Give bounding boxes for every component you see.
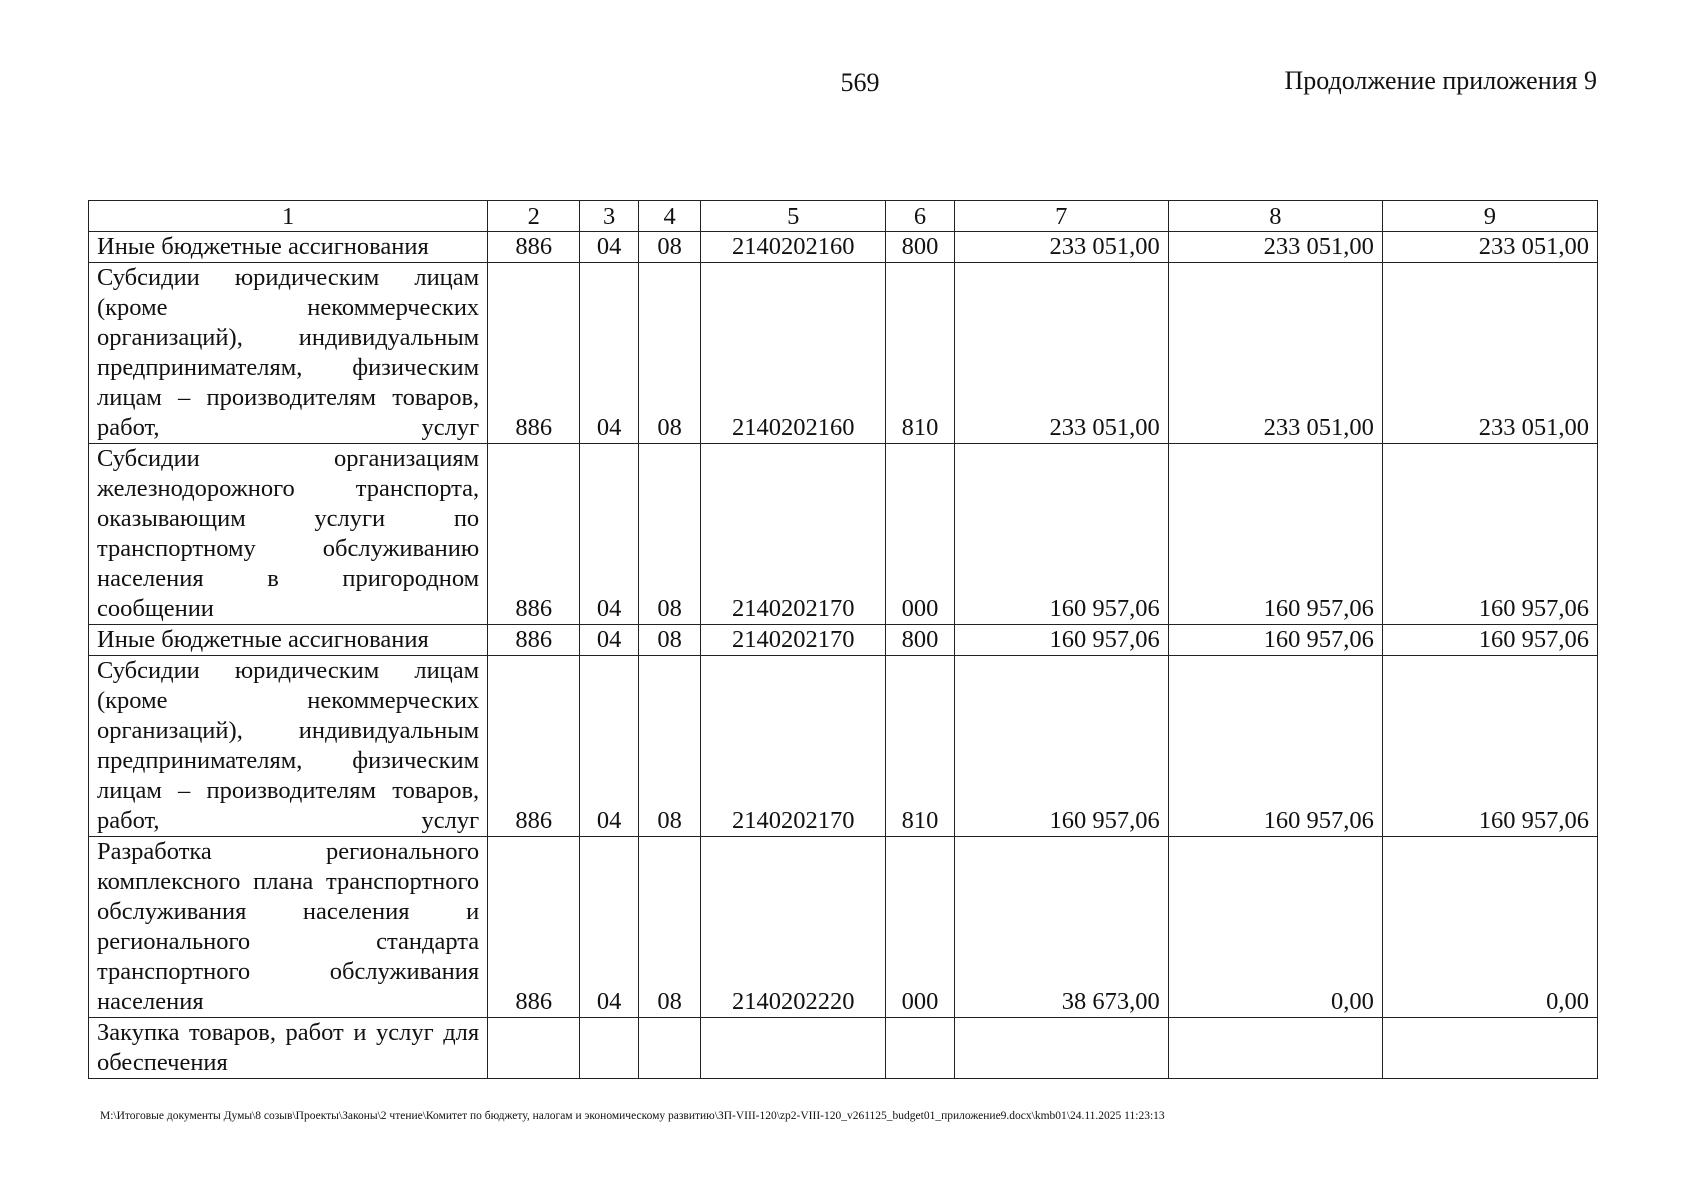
cell-section: 04 [580, 232, 639, 263]
cell-amount: 233 051,00 [1382, 263, 1597, 444]
cell-amount: 160 957,06 [1382, 444, 1597, 625]
cell-subsection: 08 [639, 263, 701, 444]
column-number: 2 [488, 201, 580, 232]
column-number: 4 [639, 201, 701, 232]
table-row [89, 656, 1598, 837]
cell-amount: 233 051,00 [954, 232, 1168, 263]
cell-target-article: 2140202170 [701, 625, 886, 656]
cell-section: 04 [580, 837, 639, 1018]
cell-subsection: 08 [639, 444, 701, 625]
cell-expense-type: 810 [886, 263, 954, 444]
cell-target-article [701, 1018, 886, 1079]
column-number: 6 [886, 201, 954, 232]
row-description: Иные бюджетные ассигнования [89, 232, 488, 263]
column-number: 5 [701, 201, 886, 232]
cell-subsection: 08 [639, 625, 701, 656]
cell-amount [954, 1018, 1168, 1079]
cell-amount: 233 051,00 [1168, 232, 1382, 263]
cell-amount: 233 051,00 [954, 263, 1168, 444]
row-description: Закупка товаров, работ и услуг для обеспечения [89, 1018, 488, 1079]
cell-subsection [639, 1018, 701, 1079]
cell-amount: 160 957,06 [1168, 625, 1382, 656]
column-number-row [89, 201, 1598, 232]
cell-amount: 38 673,00 [954, 837, 1168, 1018]
cell-subsection: 08 [639, 837, 701, 1018]
cell-expense-type: 800 [886, 232, 954, 263]
table-row [89, 232, 1598, 263]
row-description: Субсидии организациям железнодорожного транспорта, оказывающим услуги по транспортному обслуживанию населения в пригородном сообщении [89, 444, 488, 625]
cell-section: 04 [580, 656, 639, 837]
row-description: Субсидии юридическим лицам (кроме некоммерческих организаций), индивидуальным предпринимателям, физическим лицам – производителям товаров, работ, услуг [89, 656, 488, 837]
table-row [89, 625, 1598, 656]
cell-amount: 160 957,06 [1168, 656, 1382, 837]
cell-target-article: 2140202220 [701, 837, 886, 1018]
cell-subsection: 08 [639, 656, 701, 837]
cell-subsection: 08 [639, 232, 701, 263]
cell-amount: 160 957,06 [954, 625, 1168, 656]
cell-section: 04 [580, 263, 639, 444]
cell-amount [1382, 1018, 1597, 1079]
row-description: Иные бюджетные ассигнования [89, 625, 488, 656]
cell-section: 04 [580, 444, 639, 625]
cell-code: 886 [488, 232, 580, 263]
cell-target-article: 2140202160 [701, 263, 886, 444]
cell-section [580, 1018, 639, 1079]
cell-expense-type: 000 [886, 444, 954, 625]
table-row [89, 263, 1598, 444]
cell-amount: 233 051,00 [1382, 232, 1597, 263]
cell-expense-type [886, 1018, 954, 1079]
row-description: Субсидии юридическим лицам (кроме некоммерческих организаций), индивидуальным предпринимателям, физическим лицам – производителям товаров, работ, услуг [89, 263, 488, 444]
table-row [89, 1018, 1598, 1079]
cell-code: 886 [488, 263, 580, 444]
cell-amount: 160 957,06 [1382, 625, 1597, 656]
cell-code: 886 [488, 837, 580, 1018]
budget-table [88, 200, 1598, 1079]
cell-expense-type: 800 [886, 625, 954, 656]
cell-expense-type: 000 [886, 837, 954, 1018]
page-number: 569 [840, 68, 880, 97]
cell-amount: 160 957,06 [1382, 656, 1597, 837]
column-number: 7 [954, 201, 1168, 232]
cell-target-article: 2140202160 [701, 232, 886, 263]
cell-amount [1168, 1018, 1382, 1079]
cell-amount: 160 957,06 [954, 656, 1168, 837]
cell-amount: 160 957,06 [954, 444, 1168, 625]
table-row [89, 837, 1598, 1018]
cell-expense-type: 810 [886, 656, 954, 837]
cell-target-article: 2140202170 [701, 656, 886, 837]
cell-amount: 0,00 [1382, 837, 1597, 1018]
cell-code: 886 [488, 656, 580, 837]
column-number: 1 [89, 201, 488, 232]
row-description: Разработка регионального комплексного плана транспортного обслуживания населения и регионального стандарта транспортного обслуживания населения [89, 837, 488, 1018]
appendix-continuation-label: Продолжение приложения 9 [1284, 66, 1597, 95]
column-number: 8 [1168, 201, 1382, 232]
cell-section: 04 [580, 625, 639, 656]
cell-amount: 0,00 [1168, 837, 1382, 1018]
cell-code [488, 1018, 580, 1079]
table-row [89, 444, 1598, 625]
column-number: 3 [580, 201, 639, 232]
cell-code: 886 [488, 444, 580, 625]
cell-amount: 160 957,06 [1168, 444, 1382, 625]
column-number: 9 [1382, 201, 1597, 232]
document-path-footer: M:\Итоговые документы Думы\8 созыв\Проекты\Законы\2 чтение\Комитет по бюджету, налогам и экономическому развитию\ЗП-VIII-120\zp2-VIII-120_v261125_budget01_приложение9.docx\kmb01\24.11.2025 11:23:13 [100, 1110, 1165, 1122]
cell-code: 886 [488, 625, 580, 656]
cell-amount: 233 051,00 [1168, 263, 1382, 444]
cell-target-article: 2140202170 [701, 444, 886, 625]
